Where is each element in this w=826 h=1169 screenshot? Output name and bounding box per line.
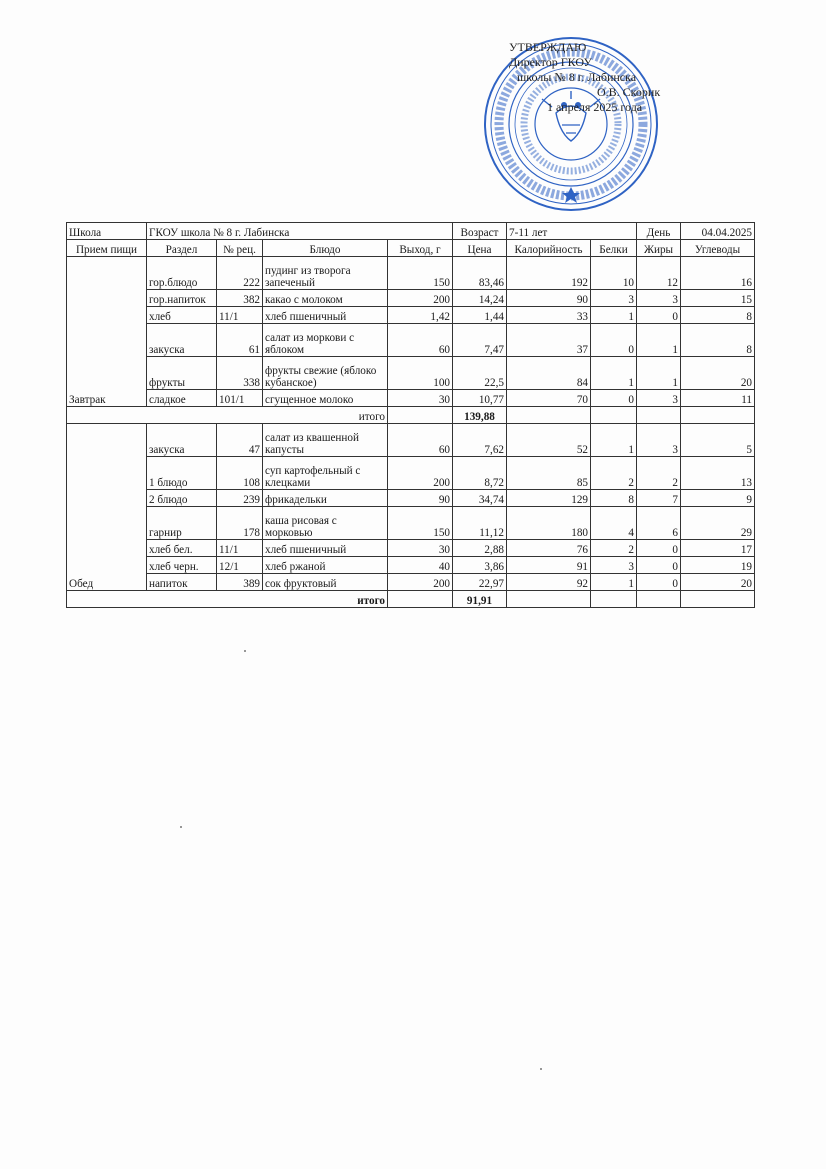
output-cell: 200: [388, 290, 453, 307]
fat-cell: 3: [637, 390, 681, 407]
protein-cell: 2: [591, 540, 637, 557]
section-cell: гор.блюдо: [147, 257, 217, 290]
calories-cell: 37: [507, 324, 591, 357]
section-cell: сладкое: [147, 390, 217, 407]
carbs-cell: 19: [681, 557, 755, 574]
output-cell: 90: [388, 490, 453, 507]
section-cell: 2 блюдо: [147, 490, 217, 507]
section-cell: закуска: [147, 324, 217, 357]
price-cell: 10,77: [453, 390, 507, 407]
calories-cell: 92: [507, 574, 591, 591]
recipe-cell: 338: [217, 357, 263, 390]
dish-cell: хлеб пшеничный: [263, 540, 388, 557]
dish-cell: салат из квашенной капусты: [263, 424, 388, 457]
price-cell: 1,44: [453, 307, 507, 324]
protein-cell: 1: [591, 574, 637, 591]
approval-signature-name: О.В. Скорик: [597, 85, 661, 99]
scan-speck: [244, 650, 246, 652]
price-cell: 22,97: [453, 574, 507, 591]
col-section: Раздел: [147, 240, 217, 257]
price-cell: 34,74: [453, 490, 507, 507]
col-price: Цена: [453, 240, 507, 257]
protein-cell: 0: [591, 390, 637, 407]
calories-cell: 52: [507, 424, 591, 457]
table-row: [67, 290, 755, 307]
section-cell: гарнир: [147, 507, 217, 540]
table-row: [67, 507, 755, 540]
school-value: ГКОУ школа № 8 г. Лабинска: [147, 223, 453, 240]
calories-cell: 85: [507, 457, 591, 490]
fat-cell: 1: [637, 324, 681, 357]
col-recipe: № рец.: [217, 240, 263, 257]
fat-cell: 0: [637, 557, 681, 574]
day-label: День: [637, 223, 681, 240]
table-row: [67, 424, 755, 457]
calories-cell: 76: [507, 540, 591, 557]
recipe-cell: 239: [217, 490, 263, 507]
dish-cell: пудинг из творога запеченый: [263, 257, 388, 290]
age-value: 7-11 лет: [507, 223, 637, 240]
protein-cell: 4: [591, 507, 637, 540]
recipe-cell: 12/1: [217, 557, 263, 574]
section-cell: напиток: [147, 574, 217, 591]
meal-breakfast: Завтрак: [67, 257, 147, 407]
fat-cell: 2: [637, 457, 681, 490]
fat-cell: 0: [637, 540, 681, 557]
output-cell: 150: [388, 257, 453, 290]
total-label: итого: [67, 591, 388, 608]
output-cell: 30: [388, 540, 453, 557]
dish-cell: салат из моркови с яблоком: [263, 324, 388, 357]
header-row: [67, 223, 755, 240]
recipe-cell: 389: [217, 574, 263, 591]
protein-cell: 3: [591, 557, 637, 574]
protein-cell: 10: [591, 257, 637, 290]
dish-cell: фрукты свежие (яблоко кубанское): [263, 357, 388, 390]
carbs-cell: 8: [681, 307, 755, 324]
price-cell: 11,12: [453, 507, 507, 540]
calories-cell: 84: [507, 357, 591, 390]
protein-cell: 0: [591, 324, 637, 357]
carbs-cell: 15: [681, 290, 755, 307]
table-row: [67, 490, 755, 507]
carbs-cell: 20: [681, 357, 755, 390]
scan-speck: [540, 1068, 542, 1070]
lunch-total-row: [67, 591, 755, 608]
carbs-cell: 9: [681, 490, 755, 507]
output-cell: 200: [388, 457, 453, 490]
table-row: [67, 357, 755, 390]
calories-cell: 129: [507, 490, 591, 507]
table-row: [67, 457, 755, 490]
age-label: Возраст: [453, 223, 507, 240]
recipe-cell: 61: [217, 324, 263, 357]
table-row: [67, 540, 755, 557]
fat-cell: 3: [637, 290, 681, 307]
table-row: [67, 324, 755, 357]
col-protein: Белки: [591, 240, 637, 257]
table-row: [67, 257, 755, 290]
carbs-cell: 29: [681, 507, 755, 540]
approval-block: [505, 40, 685, 115]
price-cell: 83,46: [453, 257, 507, 290]
approval-date: 1 апреля 2025 года: [547, 100, 643, 114]
fat-cell: 0: [637, 307, 681, 324]
calories-cell: 192: [507, 257, 591, 290]
dish-cell: фрикадельки: [263, 490, 388, 507]
carbs-cell: 11: [681, 390, 755, 407]
dish-cell: суп картофельный с клецками: [263, 457, 388, 490]
col-fat: Жиры: [637, 240, 681, 257]
dish-cell: какао с молоком: [263, 290, 388, 307]
section-cell: хлеб бел.: [147, 540, 217, 557]
price-cell: 14,24: [453, 290, 507, 307]
carbs-cell: 16: [681, 257, 755, 290]
calories-cell: 91: [507, 557, 591, 574]
output-cell: 200: [388, 574, 453, 591]
fat-cell: 12: [637, 257, 681, 290]
table-row: [67, 557, 755, 574]
col-meal: Прием пищи: [67, 240, 147, 257]
output-cell: 40: [388, 557, 453, 574]
price-cell: 7,47: [453, 324, 507, 357]
columns-row: [67, 240, 755, 257]
section-cell: гор.напиток: [147, 290, 217, 307]
dish-cell: сгущенное молоко: [263, 390, 388, 407]
approval-school: школы № 8 г. Лабинска: [517, 70, 637, 84]
total-label: итого: [67, 407, 388, 424]
section-cell: хлеб: [147, 307, 217, 324]
col-dish: Блюдо: [263, 240, 388, 257]
day-value: 04.04.2025: [681, 223, 755, 240]
price-cell: 2,88: [453, 540, 507, 557]
calories-cell: 70: [507, 390, 591, 407]
protein-cell: 1: [591, 357, 637, 390]
price-cell: 8,72: [453, 457, 507, 490]
carbs-cell: 17: [681, 540, 755, 557]
fat-cell: 6: [637, 507, 681, 540]
table-row: [67, 307, 755, 324]
output-cell: 100: [388, 357, 453, 390]
carbs-cell: 5: [681, 424, 755, 457]
scan-speck: [180, 826, 182, 828]
dish-cell: сок фруктовый: [263, 574, 388, 591]
carbs-cell: 20: [681, 574, 755, 591]
output-cell: 1,42: [388, 307, 453, 324]
recipe-cell: 47: [217, 424, 263, 457]
table-row: [67, 390, 755, 407]
fat-cell: 0: [637, 574, 681, 591]
price-cell: 7,62: [453, 424, 507, 457]
breakfast-total-row: [67, 407, 755, 424]
protein-cell: 8: [591, 490, 637, 507]
table-row: [67, 574, 755, 591]
recipe-cell: 178: [217, 507, 263, 540]
calories-cell: 180: [507, 507, 591, 540]
col-calories: Калорийность: [507, 240, 591, 257]
output-cell: 30: [388, 390, 453, 407]
output-cell: 60: [388, 424, 453, 457]
fat-cell: 3: [637, 424, 681, 457]
protein-cell: 2: [591, 457, 637, 490]
approval-position: Директор ГКОУ: [509, 55, 592, 69]
total-value: 139,88: [453, 407, 507, 424]
total-value: 91,91: [453, 591, 507, 608]
section-cell: фрукты: [147, 357, 217, 390]
approval-title: УТВЕРЖДАЮ: [509, 40, 587, 54]
protein-cell: 1: [591, 307, 637, 324]
dish-cell: каша рисовая с морковью: [263, 507, 388, 540]
fat-cell: 1: [637, 357, 681, 390]
menu-table: [66, 222, 755, 608]
recipe-cell: 101/1: [217, 390, 263, 407]
school-label: Школа: [67, 223, 147, 240]
protein-cell: 3: [591, 290, 637, 307]
col-carbs: Углеводы: [681, 240, 755, 257]
recipe-cell: 11/1: [217, 540, 263, 557]
price-cell: 3,86: [453, 557, 507, 574]
carbs-cell: 13: [681, 457, 755, 490]
output-cell: 150: [388, 507, 453, 540]
calories-cell: 33: [507, 307, 591, 324]
recipe-cell: 382: [217, 290, 263, 307]
section-cell: закуска: [147, 424, 217, 457]
output-cell: 60: [388, 324, 453, 357]
dish-cell: хлеб пшеничный: [263, 307, 388, 324]
dish-cell: хлеб ржаной: [263, 557, 388, 574]
col-output: Выход, г: [388, 240, 453, 257]
section-cell: 1 блюдо: [147, 457, 217, 490]
fat-cell: 7: [637, 490, 681, 507]
recipe-cell: 108: [217, 457, 263, 490]
calories-cell: 90: [507, 290, 591, 307]
protein-cell: 1: [591, 424, 637, 457]
carbs-cell: 8: [681, 324, 755, 357]
price-cell: 22,5: [453, 357, 507, 390]
meal-lunch: Обед: [67, 424, 147, 591]
recipe-cell: 11/1: [217, 307, 263, 324]
recipe-cell: 222: [217, 257, 263, 290]
section-cell: хлеб черн.: [147, 557, 217, 574]
